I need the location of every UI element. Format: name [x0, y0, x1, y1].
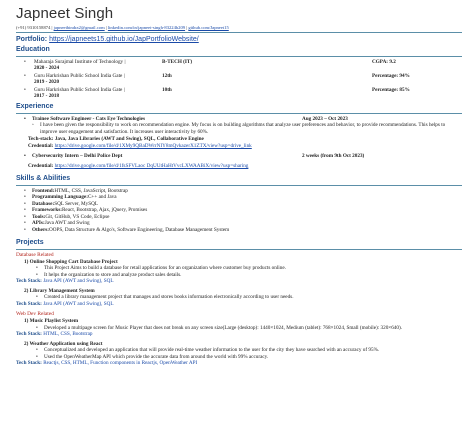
list-item: • This Project Aims to build a database for retail applications for an organization where customer buy products online.: [36, 265, 286, 272]
project-title: 2) Library Management System: [24, 287, 95, 294]
job-title-row: • Trainee Software Engineer - Cats Eye Technologies Aug 2023 – Oct 2023: [24, 115, 348, 122]
bullet-icon: •: [24, 226, 26, 233]
education-item: • Guru Harkrishan Public School India Gate | 10th Percentage: 85% 2017 - 2018: [24, 86, 410, 100]
list-item: • Created a library management project that manages and stores books information electronically according to user needs.: [36, 294, 294, 301]
bullet-icon: •: [36, 324, 38, 331]
bullet-icon: •: [36, 265, 38, 272]
section-divider: [16, 56, 462, 57]
header-divider: [16, 32, 462, 33]
github-link[interactable]: github.com/Japneet15: [188, 24, 229, 30]
list-item: • Frameworks: React, Bootstrap, Ajax, jQuery, Promises: [24, 207, 148, 214]
bullet-icon: •: [24, 58, 26, 65]
list-item: • Developed a multipage screen for Music Player that does not break on any screen size(Large (desktop): 1440×1024, Medium (tablet): 768×1024, Small (mobile): 320×640).: [36, 324, 403, 331]
education-heading: Education: [16, 46, 50, 54]
project-tech-stack: Tech Stack: Java API (AWT and Swing), SQL: [16, 278, 114, 285]
contact-line: (+91) 9310158874 | japneetbindra2@gmail.com | linkedin.com/in/japneet-singh-83224b209 | github.com/Japneet15: [16, 24, 229, 30]
list-item: • Programming Language: C++ and Java: [24, 194, 117, 201]
section-divider: [16, 113, 462, 114]
linkedin-link[interactable]: linkedin.com/in/japneet-singh-83224b209: [107, 24, 186, 30]
bullet-icon: •: [24, 213, 26, 220]
list-item: • APIs: Java AWT and Swing: [24, 220, 90, 227]
list-item: • Others: OOPS, Data Structure & Algo's, Software Engineering, Database Management System: [24, 226, 230, 233]
job-title-row: • Cybersecurity Intern – Delhi Police Dept 2 weeks (from 9th Oct 2023): [24, 153, 365, 160]
bullet-icon: •: [24, 194, 26, 201]
job-description: ◦ I have been given the responsibility to work on recommendation engine. My focus is on building algorithms that analyze user preferences and behavior, to provide recommendations. This helps to improve user engagement and satisfaction. It increases user interactivity by 60%.: [32, 122, 446, 135]
education-item: • Maharaja Surajmal Institute of Technology | B-TECH (IT) CGPA: 9.2 2020 - 2024: [24, 58, 396, 72]
list-item: • Database: SQL Server, MySQL: [24, 200, 99, 207]
job-tech-stack: Tech-stack: Java, Java Libraries (AWT and Swing), SQL, Collaborative Engine: [28, 136, 204, 143]
project-tech-stack: Tech Stack: Java API (AWT and Swing), SQL: [16, 300, 114, 307]
project-title: 1) Online Shopping Cart Database Project: [24, 258, 118, 265]
bullet-icon: ◦: [32, 122, 34, 129]
bullet-icon: •: [36, 347, 38, 354]
bullet-icon: •: [36, 271, 38, 278]
project-tech-stack: Tech Stack: Reactjs, CSS, HTML, Function components in Reactjs, OpenWeather API: [16, 360, 198, 367]
portfolio-link[interactable]: https://japneets15.github.io/JapPortfolioWebsite/: [49, 36, 199, 44]
bullet-icon: •: [24, 220, 26, 227]
education-list: [16, 59, 462, 100]
project-category: Database Related: [16, 252, 54, 259]
candidate-name: Japneet Singh: [16, 5, 114, 22]
bullet-icon: •: [24, 200, 26, 207]
list-item: • Used the OpenWeatherMap API which provide the accurate data from around the world with 99% accuracy.: [36, 353, 269, 360]
credential-link[interactable]: https://drive.google.com/file/d/1XMy9QBaDWrrNIY8mQvkazerX1ZTX/view?usp=drive_link: [54, 142, 252, 149]
education-item: • Guru Harkrishan Public School India Gate | 12th Percentage: 94% 2019 - 2020: [24, 72, 410, 86]
list-item: • Tools: Git, GitHub, VS Code, Eclipse: [24, 213, 110, 220]
credential-line: Credential: https://drive.google.com/file/d/1XMy9QBaDWrrNIY8mQvkazerX1ZTX/view?usp=drive_link: [28, 142, 252, 149]
list-item: • It helps the organization to store and analyze product sales details.: [36, 271, 182, 278]
section-divider: [16, 249, 462, 250]
bullet-icon: •: [36, 294, 38, 301]
credential-link[interactable]: https://drive.google.com/file/d/1fsSFVLaoc DqUUtHaHtVvcLXWAABiX/view?usp=sharing: [54, 162, 249, 169]
bullet-icon: •: [24, 187, 26, 194]
bullet-icon: •: [24, 153, 26, 160]
list-item: • Conceptualized and developed an application that will provide real-time weather information to the user for the city they have searched with an accuracy of 95%.: [36, 347, 380, 354]
projects-heading: Projects: [16, 239, 44, 247]
credential-line: Credential: https://drive.google.com/file/d/1fsSFVLaoc DqUUtHaHtVvcLXWAABiX/view?usp=sharing: [28, 162, 249, 169]
project-category: Web Dev Related: [16, 311, 54, 318]
bullet-icon: •: [24, 86, 26, 93]
skills-list: [16, 188, 462, 234]
bullet-icon: •: [24, 115, 26, 122]
project-tech-stack: Tech Stack: HTML, CSS, Bootstrap: [16, 331, 93, 338]
project-title: 2) Weather Application using React: [24, 340, 103, 347]
email-link[interactable]: japneetbindra2@gmail.com: [53, 24, 105, 30]
bullet-icon: •: [24, 72, 26, 79]
portfolio-line: Portfolio: https://japneets15.github.io/JapPortfolioWebsite/: [16, 36, 199, 44]
experience-heading: Experience: [16, 102, 54, 110]
skills-heading: Skills & Abilities: [16, 175, 71, 183]
section-divider: [16, 185, 462, 186]
bullet-icon: •: [24, 207, 26, 214]
list-item: • Frontend: HTML, CSS, JavaScript, Bootstrap: [24, 187, 128, 194]
project-title: 1) Music Playlist System: [24, 318, 79, 325]
phone: (+91) 9310158874 |: [16, 24, 53, 30]
bullet-icon: •: [36, 353, 38, 360]
